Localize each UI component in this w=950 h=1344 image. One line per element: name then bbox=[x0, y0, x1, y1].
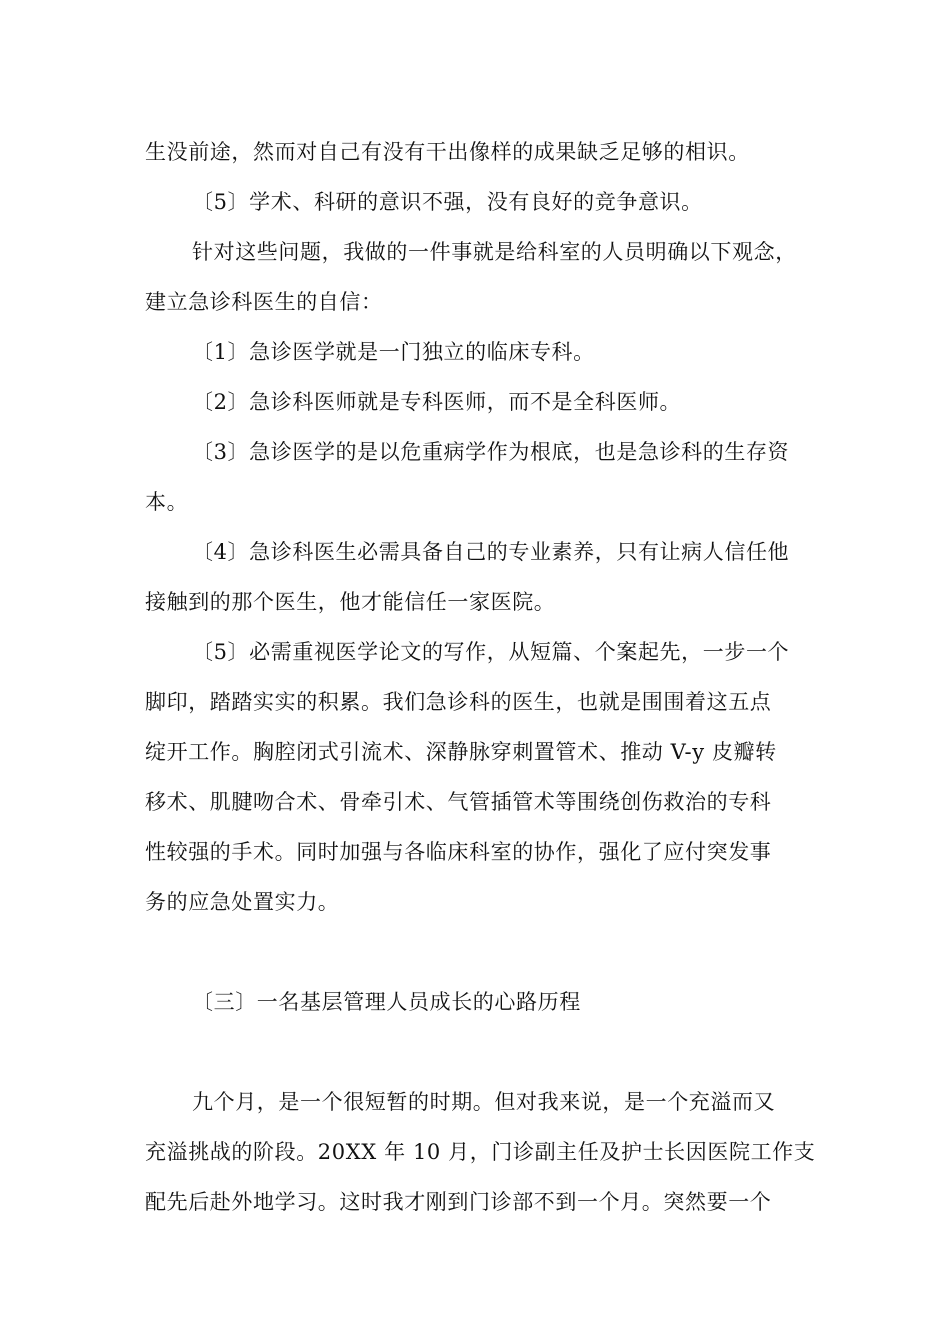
paragraph-line: 绽开工作。胸腔闭式引流术、深静脉穿刺置管术、推动 V-y 皮瓣转 bbox=[145, 740, 777, 764]
list-item-5: 〔5〕学术、科研的意识不强，没有良好的竞争意识。 bbox=[192, 190, 703, 214]
paragraph-line: 务的应急处置实力。 bbox=[145, 890, 340, 914]
paragraph-line: 脚印，踏踏实实的积累。我们急诊科的医生，也就是围围着这五点 bbox=[145, 690, 772, 714]
paragraph-line: 接触到的那个医生，他才能信任一家医院。 bbox=[145, 590, 556, 614]
list-item-1: 〔1〕急诊医学就是一门独立的临床专科。 bbox=[192, 340, 595, 364]
list-item-5b: 〔5〕必需重视医学论文的写作，从短篇、个案起先，一步一个 bbox=[192, 640, 790, 664]
paragraph-line: 移术、肌腱吻合术、骨牵引术、气管插管术等围绕创伤救治的专科 bbox=[145, 790, 772, 814]
paragraph-line: 性较强的手术。同时加强与各临床科室的协作，强化了应付突发事 bbox=[145, 840, 772, 864]
paragraph-line: 针对这些问题，我做的一件事就是给科室的人员明确以下观念， bbox=[192, 240, 797, 264]
paragraph-line: 生没前途，然而对自己有没有干出像样的成果缺乏足够的相识。 bbox=[145, 140, 750, 164]
paragraph-line: 建立急诊科医生的自信： bbox=[145, 290, 383, 314]
paragraph-line: 本。 bbox=[145, 490, 189, 514]
list-item-4: 〔4〕急诊科医生必需具备自己的专业素养，只有让病人信任他 bbox=[192, 540, 790, 564]
list-item-3: 〔3〕急诊医学的是以危重病学作为根底，也是急诊科的生存资 bbox=[192, 440, 790, 464]
section-heading: 〔三〕一名基层管理人员成长的心路历程 bbox=[192, 990, 581, 1014]
paragraph-line: 配先后赴外地学习。这时我才刚到门诊部不到一个月。突然要一个 bbox=[145, 1190, 772, 1214]
paragraph-line: 九个月，是一个很短暂的时期。但对我来说，是一个充溢而又 bbox=[192, 1090, 776, 1114]
list-item-2: 〔2〕急诊科医师就是专科医师，而不是全科医师。 bbox=[192, 390, 682, 414]
paragraph-line: 充溢挑战的阶段。20XX 年 10 月，门诊副主任及护士长因医院工作支 bbox=[145, 1140, 816, 1164]
